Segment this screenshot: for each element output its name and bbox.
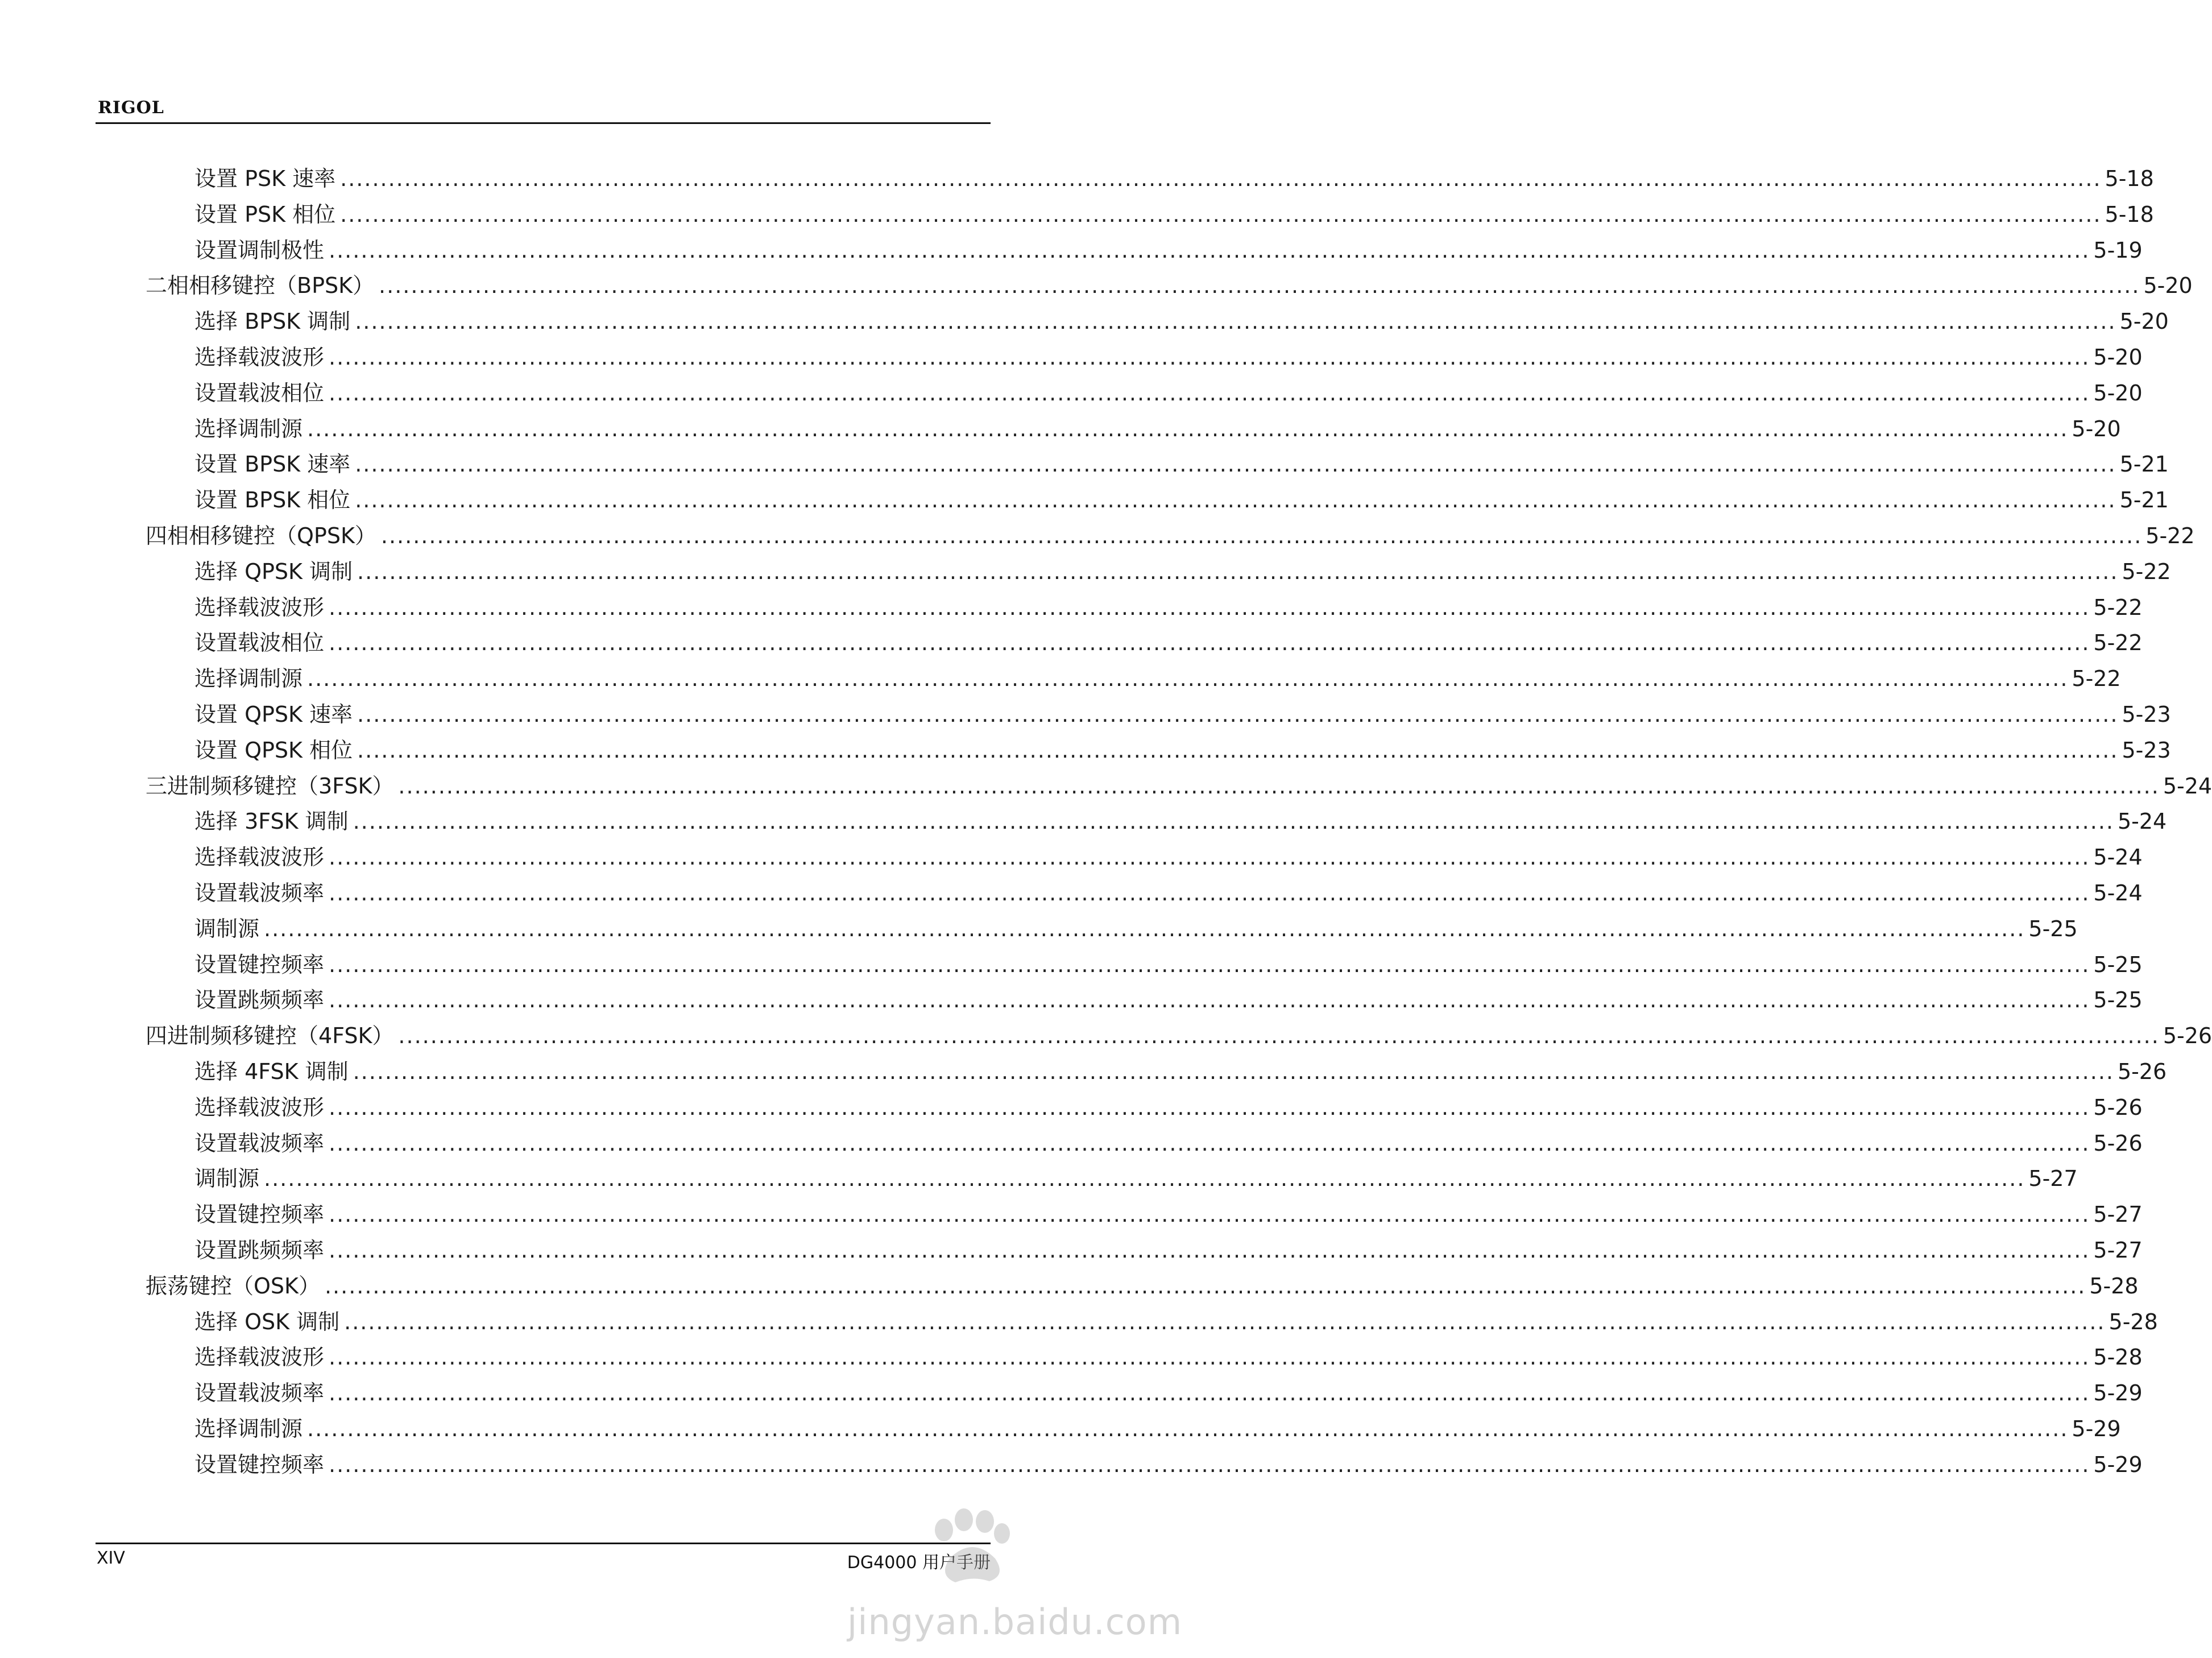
- toc-dot-leader: ............................................................................................................................................................................................................................: [379, 273, 2140, 299]
- footer-rule: [96, 1543, 991, 1544]
- toc-entry[interactable]: [194, 1446, 2143, 1478]
- toc-dot-leader: ............................................................................................................................................................................................................................: [329, 1380, 2090, 1406]
- toc-entry[interactable]: [194, 946, 2143, 978]
- toc-entry[interactable]: [146, 768, 2212, 800]
- toc-entry-title: 四相相移键控（QPSK）: [146, 523, 376, 548]
- header-brand: RIGOL: [98, 98, 164, 118]
- toc-entry-title: 设置键控频率: [194, 1452, 325, 1477]
- toc-dot-leader: ............................................................................................................................................................................................................................: [307, 666, 2069, 692]
- toc-entry-page: 5-21: [2119, 487, 2169, 513]
- toc-entry[interactable]: [194, 1053, 2167, 1085]
- toc-entry-title: 设置键控频率: [194, 952, 325, 977]
- toc-entry-page: 5-24: [2093, 845, 2143, 870]
- toc-dot-leader: ............................................................................................................................................................................................................................: [329, 880, 2090, 906]
- toc-dot-leader: ............................................................................................................................................................................................................................: [324, 1273, 2086, 1299]
- toc-entry-title: 选择 3FSK 调制: [194, 809, 349, 834]
- toc-dot-leader: ............................................................................................................................................................................................................................: [329, 845, 2090, 870]
- toc-dot-leader: ............................................................................................................................................................................................................................: [329, 345, 2090, 370]
- toc-entry-page: 5-24: [2117, 809, 2167, 834]
- toc-entry-page: 5-29: [2093, 1380, 2143, 1406]
- toc-entry-page: 5-20: [2143, 273, 2193, 299]
- toc-dot-leader: ............................................................................................................................................................................................................................: [329, 380, 2090, 406]
- toc-dot-leader: ............................................................................................................................................................................................................................: [329, 1345, 2090, 1370]
- toc-entry[interactable]: [194, 1125, 2143, 1157]
- toc-dot-leader: ............................................................................................................................................................................................................................: [357, 702, 2119, 727]
- toc-dot-leader: ............................................................................................................................................................................................................................: [355, 487, 2116, 513]
- toc-entry-title: 三进制频移键控（3FSK）: [146, 773, 394, 799]
- toc-entry[interactable]: [194, 196, 2154, 228]
- toc-entry-title: 设置 QPSK 速率: [194, 702, 353, 727]
- toc-entry-page: 5-21: [2119, 452, 2169, 477]
- toc-dot-leader: ............................................................................................................................................................................................................................: [329, 1238, 2090, 1263]
- toc-entry-page: 5-26: [2093, 1130, 2143, 1156]
- toc-entry-page: 5-26: [2117, 1059, 2167, 1084]
- toc-entry-title: 选择 BPSK 调制: [194, 309, 351, 334]
- toc-entry[interactable]: [146, 267, 2193, 299]
- toc-entry[interactable]: [194, 446, 2169, 478]
- toc-entry[interactable]: [194, 732, 2171, 764]
- toc-dot-leader: ............................................................................................................................................................................................................................: [357, 737, 2119, 763]
- toc-entry-title: 设置载波相位: [194, 630, 325, 656]
- toc-entry-page: 5-22: [2145, 523, 2195, 548]
- toc-dot-leader: ............................................................................................................................................................................................................................: [329, 630, 2090, 656]
- toc-entry-page: 5-20: [2093, 380, 2143, 406]
- toc-entry-title: 设置调制极性: [194, 237, 325, 263]
- toc-dot-leader: ............................................................................................................................................................................................................................: [307, 416, 2069, 441]
- toc-entry-title: 设置载波频率: [194, 880, 325, 906]
- toc-entry-page: 5-20: [2072, 416, 2121, 441]
- toc-dot-leader: ............................................................................................................................................................................................................................: [357, 559, 2119, 584]
- toc-dot-leader: ............................................................................................................................................................................................................................: [307, 1416, 2069, 1441]
- toc-entry-title: 选择 QPSK 调制: [194, 559, 353, 584]
- toc-dot-leader: ............................................................................................................................................................................................................................: [344, 1309, 2106, 1334]
- toc-entry-title: 选择调制源: [194, 1416, 303, 1441]
- toc-entry[interactable]: [194, 1232, 2143, 1264]
- toc-entry-page: 5-22: [2093, 594, 2143, 620]
- footer-manual-title: DG4000 用户手册: [847, 1553, 991, 1573]
- toc-entry[interactable]: [194, 625, 2143, 656]
- toc-entry[interactable]: [194, 1411, 2121, 1442]
- toc-entry-title: 选择载波波形: [194, 1094, 325, 1120]
- toc-entry-title: 二相相移键控（BPSK）: [146, 273, 375, 299]
- toc-entry-title: 选择 4FSK 调制: [194, 1059, 349, 1084]
- toc-entry[interactable]: [146, 1018, 2212, 1049]
- toc-entry-page: 5-24: [2093, 880, 2143, 906]
- toc-entry-page: 5-29: [2072, 1416, 2121, 1441]
- toc-entry-page: 5-19: [2093, 237, 2143, 263]
- toc-dot-leader: ............................................................................................................................................................................................................................: [329, 1130, 2090, 1156]
- toc-entry-page: 5-22: [2072, 666, 2121, 692]
- toc-dot-leader: ............................................................................................................................................................................................................................: [355, 309, 2116, 334]
- toc-dot-leader: ............................................................................................................................................................................................................................: [329, 1094, 2090, 1120]
- toc-entry-page: 5-24: [2163, 773, 2212, 799]
- toc-dot-leader: ............................................................................................................................................................................................................................: [329, 594, 2090, 620]
- toc-entry[interactable]: [194, 589, 2143, 621]
- toc-entry[interactable]: [194, 660, 2121, 692]
- toc-entry-page: 5-18: [2105, 166, 2154, 191]
- toc-dot-leader: ............................................................................................................................................................................................................................: [329, 1452, 2090, 1477]
- toc-entry[interactable]: [194, 232, 2143, 264]
- toc-dot-leader: ............................................................................................................................................................................................................................: [398, 1023, 2160, 1049]
- toc-entry[interactable]: [194, 696, 2171, 728]
- toc-dot-leader: ............................................................................................................................................................................................................................: [353, 809, 2114, 834]
- toc-entry-title: 选择调制源: [194, 416, 303, 441]
- toc-entry-title: 选择载波波形: [194, 594, 325, 620]
- toc-entry[interactable]: [194, 803, 2167, 835]
- toc-entry[interactable]: [194, 303, 2169, 335]
- toc-entry-page: 5-25: [2093, 987, 2143, 1013]
- toc-entry-title: 四进制频移键控（4FSK）: [146, 1023, 394, 1049]
- toc-entry[interactable]: [146, 518, 2195, 549]
- toc-entry-title: 设置跳频频率: [194, 1238, 325, 1263]
- toc-entry[interactable]: [146, 1268, 2139, 1300]
- toc-entry-page: 5-26: [2163, 1023, 2212, 1049]
- toc-dot-leader: ............................................................................................................................................................................................................................: [380, 523, 2143, 548]
- toc-entry-title: 设置键控频率: [194, 1202, 325, 1227]
- toc-entry-title: 振荡键控（OSK）: [146, 1273, 320, 1299]
- paw-icon: [825, 1490, 1166, 1604]
- toc-entry-title: 选择载波波形: [194, 345, 325, 370]
- toc-entry[interactable]: [194, 1375, 2143, 1407]
- toc-entry[interactable]: [194, 911, 2078, 942]
- watermark-text: jingyan.baidu.com: [847, 1601, 1183, 1643]
- toc-dot-leader: ............................................................................................................................................................................................................................: [340, 166, 2102, 191]
- toc-entry-page: 5-28: [2109, 1309, 2158, 1334]
- toc-entry-page: 5-27: [2028, 1166, 2078, 1192]
- toc-entry-title: 调制源: [194, 916, 260, 941]
- toc-dot-leader: ............................................................................................................................................................................................................................: [329, 987, 2090, 1013]
- toc-dot-leader: ............................................................................................................................................................................................................................: [398, 773, 2160, 799]
- toc-entry[interactable]: [194, 1196, 2143, 1228]
- toc-entry-title: 设置 PSK 相位: [194, 201, 336, 227]
- toc-entry[interactable]: [194, 411, 2121, 443]
- toc-entry-page: 5-23: [2122, 737, 2171, 763]
- toc-entry-page: 5-27: [2093, 1238, 2143, 1263]
- toc-entry-title: 设置载波频率: [194, 1380, 325, 1406]
- footer-page-number: XIV: [97, 1548, 125, 1568]
- toc-dot-leader: ............................................................................................................................................................................................................................: [353, 1059, 2114, 1084]
- toc-entry-title: 设置 BPSK 速率: [194, 452, 351, 477]
- toc-entry-title: 设置 BPSK 相位: [194, 487, 351, 513]
- toc-entry-page: 5-18: [2105, 201, 2154, 227]
- toc-entry[interactable]: [194, 339, 2143, 371]
- toc-entry-title: 设置载波相位: [194, 380, 325, 406]
- toc-entry[interactable]: [194, 839, 2143, 871]
- toc-entry[interactable]: [194, 1339, 2143, 1371]
- toc-entry-page: 5-22: [2093, 630, 2143, 656]
- toc-entry-title: 调制源: [194, 1166, 260, 1192]
- toc-dot-leader: ............................................................................................................................................................................................................................: [329, 237, 2090, 263]
- toc-entry-page: 5-25: [2028, 916, 2078, 941]
- toc-dot-leader: ............................................................................................................................................................................................................................: [329, 1202, 2090, 1227]
- toc-entry-title: 设置跳频频率: [194, 987, 325, 1013]
- toc-entry-page: 5-26: [2093, 1094, 2143, 1120]
- toc-entry-page: 5-22: [2122, 559, 2171, 584]
- toc-entry[interactable]: [194, 1160, 2078, 1192]
- toc-entry[interactable]: [194, 375, 2143, 407]
- toc-dot-leader: ............................................................................................................................................................................................................................: [329, 952, 2090, 977]
- toc-entry-page: 5-20: [2119, 309, 2169, 334]
- toc-entry-title: 选择载波波形: [194, 845, 325, 870]
- toc-entry-page: 5-28: [2093, 1345, 2143, 1370]
- toc-entry[interactable]: [194, 1089, 2143, 1121]
- toc-entry-title: 选择载波波形: [194, 1345, 325, 1370]
- toc-entry-page: 5-20: [2093, 345, 2143, 370]
- toc-entry-title: 设置 PSK 速率: [194, 166, 336, 191]
- toc-entry-page: 5-28: [2089, 1273, 2139, 1299]
- toc-entry[interactable]: [194, 553, 2171, 585]
- header-rule: [96, 122, 991, 124]
- toc-entry[interactable]: [194, 482, 2169, 514]
- toc-entry[interactable]: [194, 160, 2154, 192]
- toc-entry-title: 选择 OSK 调制: [194, 1309, 340, 1334]
- toc-entry-title: 设置 QPSK 相位: [194, 737, 353, 763]
- toc-dot-leader: ............................................................................................................................................................................................................................: [355, 452, 2116, 477]
- toc-entry-page: 5-23: [2122, 702, 2171, 727]
- toc-entry-page: 5-27: [2093, 1202, 2143, 1227]
- toc-entry[interactable]: [194, 1304, 2158, 1336]
- toc-entry-page: 5-25: [2093, 952, 2143, 977]
- toc-dot-leader: ............................................................................................................................................................................................................................: [264, 1166, 2025, 1192]
- toc-entry-title: 选择调制源: [194, 666, 303, 692]
- toc-entry-page: 5-29: [2093, 1452, 2143, 1477]
- toc-entry[interactable]: [194, 982, 2143, 1014]
- toc-dot-leader: ............................................................................................................................................................................................................................: [340, 201, 2102, 227]
- toc-dot-leader: ............................................................................................................................................................................................................................: [264, 916, 2025, 941]
- toc-entry-title: 设置载波频率: [194, 1130, 325, 1156]
- toc-entry[interactable]: [194, 875, 2143, 907]
